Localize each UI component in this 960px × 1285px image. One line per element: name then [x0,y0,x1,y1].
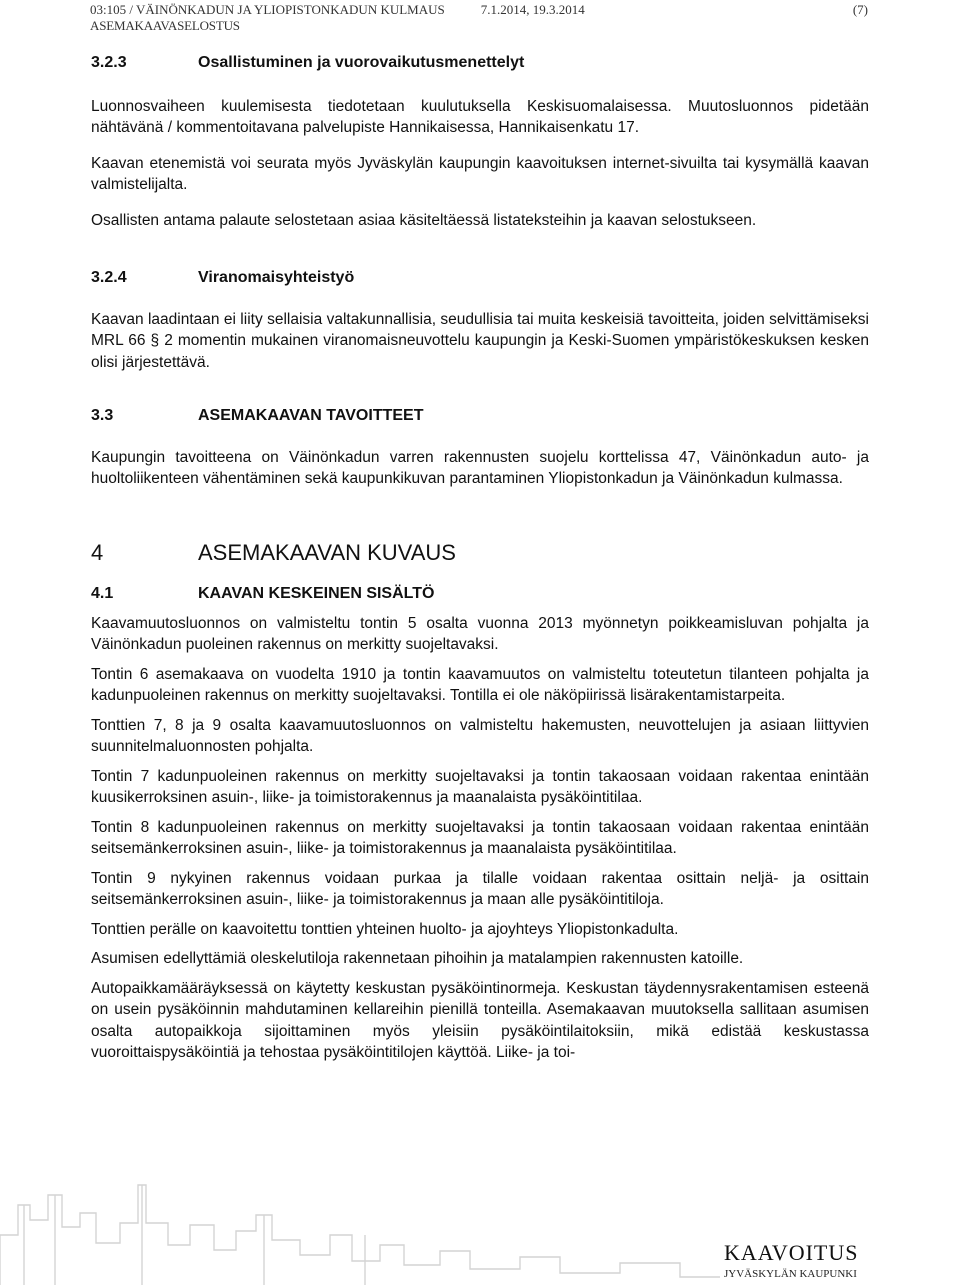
header-document-title: 03:105 / VÄINÖNKADUN JA YLIOPISTONKADUN KULMAUS [90,2,445,17]
section-3-2-3-heading [91,52,869,74]
section-title: ASEMAKAAVAN TAVOITTEET [198,407,424,424]
section-title: KAAVAN KESKEINEN SISÄLTÖ [198,585,435,602]
section-title: Viranomaisyhteistyö [198,269,355,286]
section-title: Osallistuminen ja vuorovaikutusmenettelyt [198,54,525,71]
chapter-4-heading [91,539,869,565]
document-body [91,52,869,1064]
paragraph: Tonttien 7, 8 ja 9 osalta kaavamuutosluonnos on valmisteltu hakemusten, neuvottelujen ja asiaan liittyvien suunnitelmaluonnosten pohjalta. [91,716,869,755]
paragraph: Tontin 6 asemakaava on vuodelta 1910 ja tontin kaavamuutos on valmisteltu toteutetun tilanteen pohjalta ja kadunpuoleinen rakennus on merkitty suojeltavaksi. Tontilla ei ole näköpiirissä lisärakentamistarpeita. [91,665,869,704]
paragraph: Tontin 9 nykyinen rakennus voidaan purkaa ja tilalle voidaan rakentaa osittain neljä- ja osittain seitsemänkerroksinen asuin-, liike- ja toimistorakennus ja maan alle pysäköintitiloja. [91,869,869,908]
section-number: 3.3 [91,407,114,424]
section-4-1-heading [91,583,869,605]
page-header [90,2,868,42]
chapter-title: ASEMAKAAVAN KUVAUS [198,539,456,565]
section-number: 3.2.4 [91,269,127,286]
paragraph: Tontin 7 kadunpuoleinen rakennus on merkitty suojeltavaksi ja tontin takaosaan voidaan rakentaa enintään kuusikerroksinen asuin-, liike- ja toimistorakennus ja maanalaista pysäköintitilaa. [91,767,869,806]
paragraph: Kaavamuutosluonnos on valmisteltu tontin 5 osalta vuonna 2013 myönnetyn poikkeamisluvan pohjalta ja Väinönkadun puoleinen rakennus on merkitty suojeltavaksi. [91,614,869,653]
paragraph: Luonnosvaiheen kuulemisesta tiedotetaan kuulutuksella Keskisuomalaisessa. Muutosluonnos pidetään nähtävänä / kommentoitavana palvelupiste Hannikaisessa, Hannikaisenkatu 17. [91,97,869,136]
paragraph: Kaavan laadintaan ei liity sellaisia valtakunnallisia, seudullisia tai muita keskeisiä tavoitteita, joiden selvittämiseksi MRL 66 § 2 momentin mukainen viranomaisneuvottelu kaupungin ja Keski-Suomen ympäristökeskuksen kesken olisi järjestettävä. [91,310,869,371]
paragraph: Kaupungin tavoitteena on Väinönkadun varren rakennusten suojelu korttelissa 47, Väinönkadun auto- ja huoltoliikenteen vähentäminen sekä kaupunkikuvan parantaminen Yliopistonkadun ja Väinönkadun kulmassa. [91,448,869,487]
paragraph: Asumisen edellyttämiä oleskelutiloja rakennetaan pihoihin ja matalampien rakennusten katoille. [91,950,744,967]
section-3-2-4-heading [91,267,869,289]
logo-subtitle: JYVÄSKYLÄN KAUPUNKI [724,1268,857,1280]
paragraph: Tonttien perälle on kaavoitettu tonttien yhteinen huolto- ja ajoyhteys Yliopistonkadulta. [91,920,679,938]
paragraph: Autopaikkamääräyksessä on käytetty keskustan pysäköintinormeja. Keskustan täydennysrakentamisen esteenä on usein pysäköinnin mahdutaminen kellareihin pienillä tonteilla. Asemakaavan muutoksella sallitaan asumisen osalta autopaikkoja sijoittaminen myös yleisiin pysäköintilaitoksiin, mikä edistää keskustassa vuoroittaispysäköintiä ja tehostaa pysäköintitilojen käyttöä. Liike- ja toi- [91,979,869,1061]
chapter-number: 4 [91,539,104,565]
section-number: 4.1 [91,585,114,602]
paragraph: Kaavan etenemistä voi seurata myös Jyväskylän kaupungin kaavoituksen internet-sivuilta tai kysymällä kaavan valmistelijalta. [91,154,869,193]
header-dates: 7.1.2014, 19.3.2014 [480,2,585,17]
header-page-number: (7) [852,2,868,17]
logo-title: KAAVOITUS [724,1240,859,1265]
section-3-3-heading [91,405,869,427]
section-number: 3.2.3 [91,54,127,71]
header-subtitle: ASEMAKAAVASELOSTUS [90,18,240,33]
paragraph: Tontin 8 kadunpuoleinen rakennus on merkitty suojeltavaksi ja tontin takaosaan voidaan rakentaa enintään seitsemänkerroksinen asuin-, liike- ja toimistorakennus ja maanalaista pysäköintitilaa. [91,818,869,857]
paragraph: Osallisten antama palaute selostetaan asiaa käsiteltäessä listateksteihin ja kaavan selostukseen. [91,211,757,229]
kaavoitus-logo [724,1240,954,1285]
